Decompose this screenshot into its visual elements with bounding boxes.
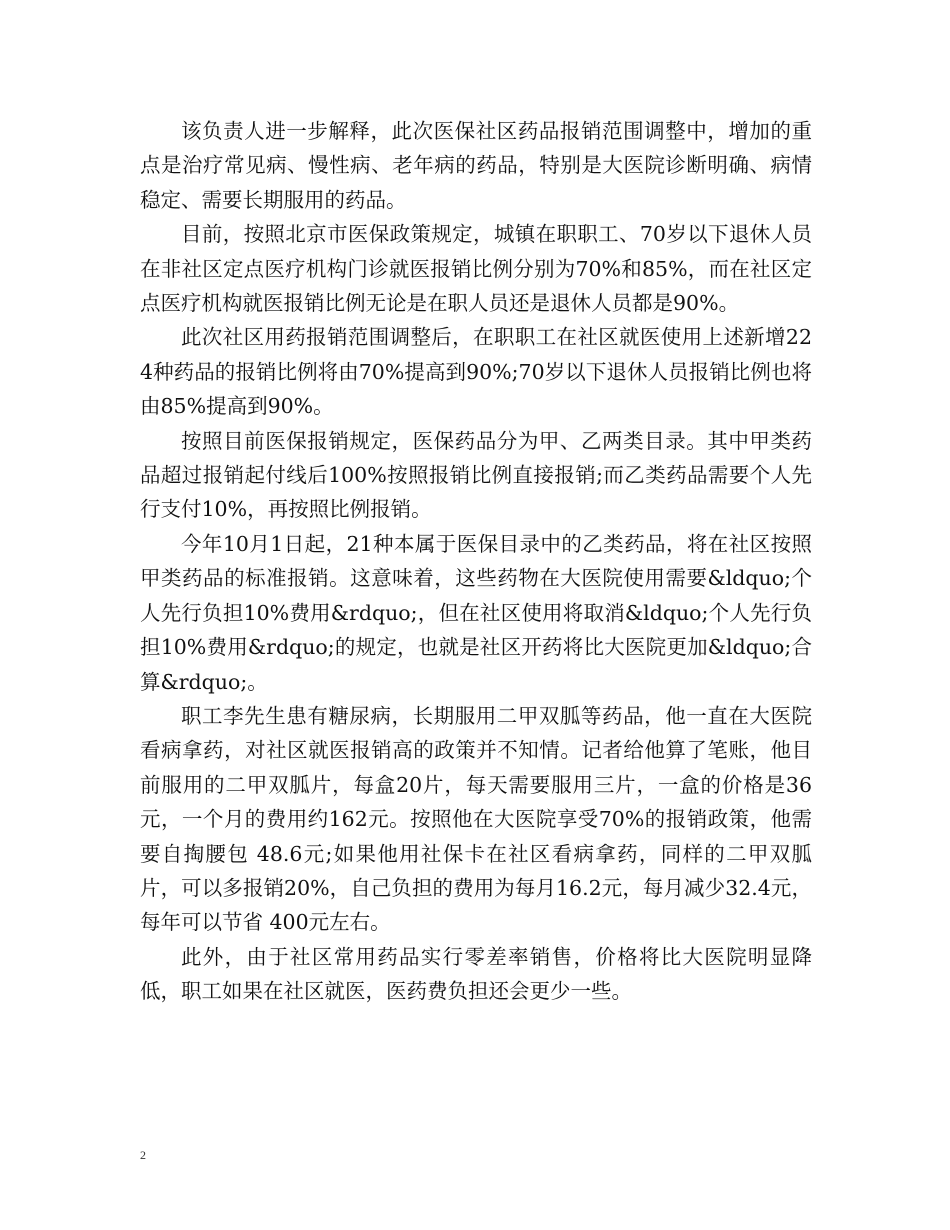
paragraph-community-drug-scope: 该负责人进一步解释，此次医保社区药品报销范围调整中，增加的重点是治疗常见病、慢性病、老年病的药品，特别是大医院诊断明确、病情稳定、需要长期服用的药品。: [140, 119, 812, 212]
page-number: 2: [140, 1148, 146, 1162]
document-body: [140, 114, 812, 1009]
paragraph-zero-margin-sales: 此外，由于社区常用药品实行零差率销售，价格将比大医院明显降低，职工如果在社区就医，医药费负担还会更少一些。: [140, 944, 812, 1004]
paragraph-class-a-b-drugs: 按照目前医保报销规定，医保药品分为甲、乙两类目录。其中甲类药品超过报销起付线后100%按照报销比例直接报销;而乙类药品需要个人先行支付10%，再按照比例报销。: [140, 428, 812, 522]
paragraph-mr-li-example: 职工李先生患有糖尿病，长期服用二甲双胍等药品，他一直在大医院看病拿药，对社区就医报销高的政策并不知情。记者给他算了笔账，他目前服用的二甲双胍片，每盒20片，每天需要服用三片，一盒的价格是36元，一个月的费用约162元。按照他在大医院享受70%的报销政策，他需要自掏腰包 48.6元;如果他用社保卡在社区看病拿药，同样的二甲双胍片，可以多报销20%，自己负担的费用为每月16.2元，每月减少32.4元，每年可以节省 400元左右。: [140, 703, 812, 935]
paragraph-new-224-drugs: 此次社区用药报销范围调整后，在职职工在社区就医使用上述新增224种药品的报销比例将由70%提高到90%;70岁以下退休人员报销比例也将由85%提高到90%。: [140, 325, 812, 419]
paragraph-reimbursement-ratios: 目前，按照北京市医保政策规定，城镇在职职工、70岁以下退休人员在非社区定点医疗机构门诊就医报销比例分别为70%和85%，而在社区定点医疗机构就医报销比例无论是在职人员还是退休人员都是90%。: [140, 222, 812, 316]
paragraph-october-change: 今年10月1日起，21种本属于医保目录中的乙类药品，将在社区按照甲类药品的标准报销。这意味着，这些药物在大医院使用需要&ldquo;个人先行负担10%费用&rdquo;，但在社区使用将取消&ldquo;个人先行负担10%费用&rdquo;的规定，也就是社区开药将比大医院更加&ldquo;合算&rdquo;。: [140, 531, 812, 694]
